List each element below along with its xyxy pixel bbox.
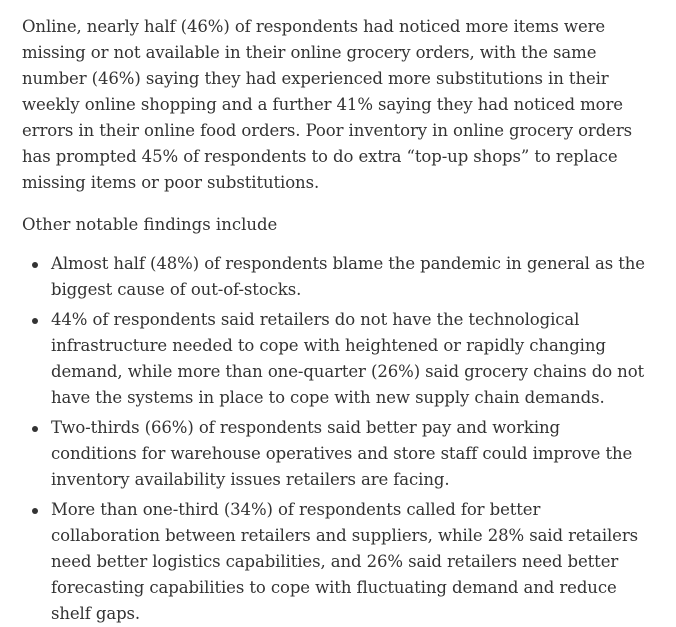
bullet-icon [32, 318, 38, 324]
list-item-text: Two-thirds (66%) of respondents said better pay and working conditions for warehouse operatives and store staff could improve the inventory availability issues retailers are facing. [51, 418, 633, 489]
list-item [22, 307, 648, 411]
list-item [22, 497, 648, 627]
list-item-text: More than one-third (34%) of respondents called for better collaboration between retailers and suppliers, while 28% said retailers need better logistics capabilities, and 26% said retailers need better forecasting capabilities to cope with fluctuating demand and reduce shelf gaps. [51, 500, 638, 623]
findings-lead-in: Other notable findings include [22, 215, 278, 234]
list-item-text: 44% of respondents said retailers do not have the technological infrastructure needed to cope with heightened or rapidly changing demand, while more than one-quarter (26%) said grocery chains do not have the systems in place to cope with new supply chain demands. [51, 310, 645, 407]
paragraph-online-findings: Online, nearly half (46%) of respondents had noticed more items were missing or not available in their online grocery orders, with the same number (46%) saying they had experienced more substitutions in their weekly online shopping and a further 41% saying they had noticed more errors in their online food orders. Poor inventory in online grocery orders has prompted 45% of respondents to do extra “top-up shops” to replace missing items or poor substitutions. [22, 17, 632, 192]
list-item-text: Almost half (48%) of respondents blame the pandemic in general as the biggest cause of out-of-stocks. [51, 254, 645, 299]
bullet-icon [32, 262, 38, 268]
findings-list [22, 251, 648, 627]
list-item [22, 251, 648, 303]
list-item [22, 415, 648, 493]
bullet-icon [32, 426, 38, 432]
bullet-icon [32, 508, 38, 514]
